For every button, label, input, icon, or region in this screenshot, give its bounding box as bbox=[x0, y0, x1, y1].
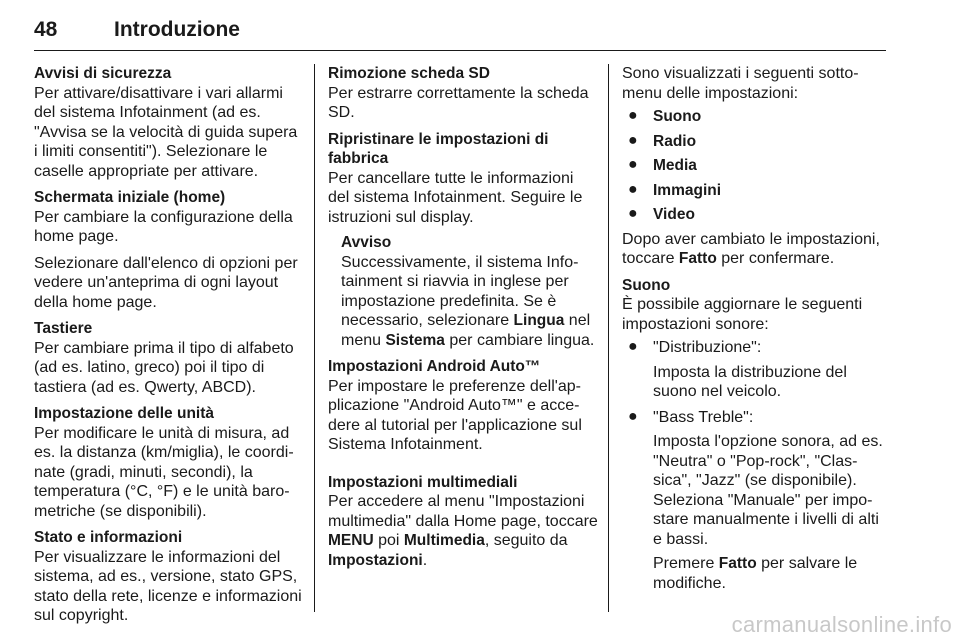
column-1 bbox=[34, 64, 304, 633]
section-home-screen bbox=[34, 188, 304, 312]
bullet: ● bbox=[628, 156, 638, 173]
column-divider-2 bbox=[608, 64, 609, 612]
notice-text: Successivamente, il sistema Infotainment si riavvia in inglese per impostazione predefinita. Se è necessario, selezionare Lingua nel menu Sistema per cambiare lingua. bbox=[341, 253, 595, 349]
option-description: Imposta la distribuzione del suono nel veicolo. bbox=[653, 363, 847, 400]
section-factory-reset bbox=[328, 130, 598, 351]
section-android-auto bbox=[328, 357, 598, 455]
menu-term: MENU bbox=[328, 532, 374, 549]
list-item bbox=[622, 338, 886, 402]
section-text: Per visualizzare le informazioni del sistema, ad es., versione, stato GPS, stato della rete, licenze e informazioni sul copyright. bbox=[34, 548, 302, 624]
section-sound bbox=[622, 276, 886, 594]
section-text: È possibile aggiornare le seguenti impostazioni sonore: bbox=[622, 296, 863, 333]
section-heading: Stato e informazioni bbox=[34, 529, 183, 546]
notice-box bbox=[328, 233, 598, 350]
section-heading: Avvisi di sicurezza bbox=[34, 65, 172, 82]
page-title: Introduzione bbox=[114, 18, 240, 41]
section-text: Per cambiare la configurazione della home page. bbox=[34, 208, 293, 245]
notice-title: Avviso bbox=[341, 234, 392, 251]
bullet: ● bbox=[628, 205, 638, 222]
option-label: "Bass Treble": bbox=[653, 408, 754, 426]
section-heading: Ripristinare le impostazioni di fabbrica bbox=[328, 130, 549, 167]
language-term: Lingua bbox=[513, 312, 565, 329]
section-heading: Impostazioni Android Auto™ bbox=[328, 358, 541, 375]
done-term: Fatto bbox=[678, 250, 717, 267]
bullet: ● bbox=[628, 131, 638, 149]
section-heading: Suono bbox=[622, 276, 671, 294]
column-2 bbox=[328, 64, 598, 577]
section-multimedia-settings bbox=[328, 473, 598, 571]
list-item: ● Radio bbox=[628, 131, 697, 150]
section-heading: Rimozione scheda SD bbox=[328, 65, 490, 82]
list-item: ● Video bbox=[628, 205, 695, 223]
option-description: Imposta l'opzione sonora, ad es. "Neutra" o "Pop-rock", "Classica", "Jazz" (se disponibile). Seleziona "Manuale" per impostare manualmente i livelli di alti e bassi. bbox=[653, 433, 883, 548]
page-number: 48 bbox=[34, 18, 58, 41]
settings-term: Impostazioni bbox=[328, 551, 423, 569]
confirm-text: Dopo aver cambiato le impostazioni, toccare Fatto per confermare. bbox=[622, 230, 880, 267]
done-term: Fatto bbox=[718, 555, 757, 572]
section-text: Per cambiare prima il tipo di alfabeto (ad es. latino, greco) poi il tipo di tastiera (ad es. Qwerty, ABCD). bbox=[34, 339, 294, 396]
section-sd-removal bbox=[328, 64, 598, 123]
list-item: ● Media bbox=[628, 156, 697, 174]
bullet: ● bbox=[628, 180, 638, 198]
option-label: "Distribuzione": bbox=[653, 339, 762, 356]
multimedia-term: Multimedia bbox=[403, 532, 485, 549]
section-heading: Tastiere bbox=[34, 320, 93, 337]
submenus-intro: Sono visualizzati i seguenti sottomenu delle impostazioni: bbox=[622, 65, 859, 102]
watermark: carmanualsonline.info bbox=[731, 612, 952, 637]
section-text: Per impostare le preferenze dell'applicazione "Android Auto™" e accedere al tutorial per l'applicazione sul Sistema Infotainment. bbox=[328, 377, 582, 453]
column-3 bbox=[622, 64, 886, 600]
section-text: Per modificare le unità di misura, ad es. la distanza (km/miglia), le coordinate (gradi, minuti, secondi), la temperatura (°C, °F) e le unità barometriche (se disponibili). bbox=[34, 424, 294, 520]
page-header bbox=[34, 0, 886, 51]
bullet: ● bbox=[628, 338, 638, 355]
list-item: ● Suono bbox=[628, 107, 702, 125]
column-divider-1 bbox=[314, 64, 315, 612]
save-instruction: Premere Fatto per salvare le modifiche. bbox=[653, 555, 858, 592]
bullet: ● bbox=[628, 407, 638, 425]
section-text: Per attivare/disattivare i vari allarmi del sistema Infotainment (ad es. "Avvisa se la velocità di guida supera i limiti consentiti"). Selezionare le caselle appropriate per attivare. bbox=[34, 84, 298, 180]
list-item bbox=[622, 408, 886, 594]
section-text: Per accedere al menu "Impostazioni multimedia" dalla Home page, toccare MENU poi Multimedia, seguito da Impostazioni. bbox=[328, 493, 598, 569]
section-heading: Impostazione delle unità bbox=[34, 405, 214, 422]
section-heading: Impostazioni multimediali bbox=[328, 473, 518, 491]
section-units bbox=[34, 404, 304, 521]
section-text: Per estrarre correttamente la scheda SD. bbox=[328, 84, 589, 121]
submenu-list bbox=[622, 107, 886, 225]
section-status-info bbox=[34, 528, 304, 626]
section-keyboards bbox=[34, 319, 304, 397]
section-text-2: Selezionare dall'elenco di opzioni per vedere un'anteprima di ogni layout della home page. bbox=[34, 254, 298, 311]
section-heading: Schermata iniziale (home) bbox=[34, 189, 226, 206]
system-term: Sistema bbox=[385, 331, 445, 349]
section-text: Per cancellare tutte le informazioni del sistema Infotainment. Seguire le istruzioni sul display. bbox=[328, 169, 583, 226]
bullet: ● bbox=[628, 107, 638, 124]
sound-options-list bbox=[622, 338, 886, 593]
section-safety-alerts bbox=[34, 64, 304, 181]
list-item: ● Immagini bbox=[628, 180, 722, 199]
